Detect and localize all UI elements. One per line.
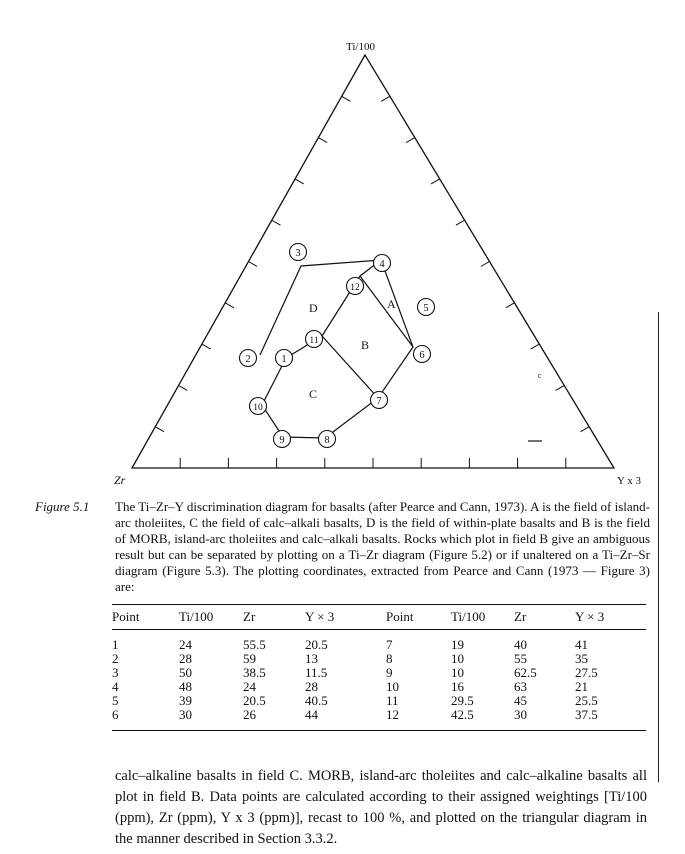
table-cell: 11 <box>386 693 399 708</box>
data-point-label: 10 <box>253 402 263 413</box>
axis-tick <box>249 262 258 267</box>
col-header-point: Point <box>112 605 179 630</box>
table-cell: 41 <box>575 637 588 652</box>
table-row <box>112 630 646 653</box>
data-point-8 <box>319 431 336 448</box>
data-point-label: 8 <box>324 434 330 446</box>
axis-tick <box>406 138 415 143</box>
col-header-y: Y × 3 <box>305 605 386 630</box>
col-header-zr: Zr <box>514 605 575 630</box>
figure-label: Figure 5.1 <box>35 499 90 514</box>
table-cell: 10 <box>386 679 399 694</box>
table-cell: 26 <box>243 707 256 722</box>
table-cell: 59 <box>243 651 256 666</box>
axis-tick <box>342 96 351 101</box>
table-cell: 10 <box>451 651 464 666</box>
apex-label-ti: Ti/100 <box>346 41 375 53</box>
col-header-zr: Zr <box>243 605 305 630</box>
table-cell: 19 <box>451 637 464 652</box>
data-point-4 <box>374 255 391 272</box>
data-point-12 <box>347 278 364 295</box>
axis-tick <box>272 220 281 225</box>
figure-caption <box>35 499 650 595</box>
field-label-b: B <box>361 338 370 352</box>
axis-tick <box>506 303 515 308</box>
data-point-label: 7 <box>376 395 382 407</box>
body-paragraph: calc–alkaline basalts in field C. MORB, island-arc tholeiites and calc–alkaline basalts all plot in field B. Data points are calculated according to their assigned weightings [Ti/100 (ppm), Zr (ppm), Y x 3 (ppm)], recast to 100 %, and plotted on the triangular diagram in the manner described in Section 3.3.2. <box>115 768 647 847</box>
axis-tick <box>155 427 164 432</box>
col-header-y: Y × 3 <box>575 605 646 630</box>
table-cell: 28 <box>305 679 318 694</box>
table-cell: 10 <box>451 665 464 680</box>
data-point-3 <box>290 244 307 261</box>
table-cell: 1 <box>112 637 119 652</box>
table-cell: 16 <box>451 679 464 694</box>
data-point-label: 2 <box>245 353 251 365</box>
table-cell: 30 <box>179 707 192 722</box>
table-cell: 55 <box>514 651 527 666</box>
table-cell: 20.5 <box>243 693 266 708</box>
table-cell: 62.5 <box>514 665 537 680</box>
data-point-10 <box>250 398 267 415</box>
table-cell: 30 <box>514 707 527 722</box>
data-point-6 <box>414 346 431 363</box>
data-point-label: 3 <box>295 247 301 259</box>
data-point-11 <box>306 331 323 348</box>
table-cell: 12 <box>386 707 399 722</box>
axis-tick <box>225 303 234 308</box>
data-point-label: 4 <box>379 258 385 270</box>
table-cell: 38.5 <box>243 665 266 680</box>
table-cell: 39 <box>179 693 192 708</box>
table-cell: 40.5 <box>305 693 328 708</box>
table-cell: 25.5 <box>575 693 598 708</box>
data-points <box>240 244 435 448</box>
table-cell: 48 <box>179 679 192 694</box>
table-cell: 11.5 <box>305 665 328 680</box>
data-point-label: 12 <box>350 282 360 293</box>
table-cell: 9 <box>386 665 393 680</box>
margin-rule <box>658 312 659 782</box>
table-row <box>112 666 646 680</box>
col-header-ti: Ti/100 <box>451 605 514 630</box>
axis-tick <box>318 138 327 143</box>
table-cell: 13 <box>305 651 318 666</box>
table-cell: 20.5 <box>305 637 328 652</box>
table-cell: 24 <box>179 637 192 652</box>
edge-mark: c <box>538 371 542 380</box>
table-cell: 44 <box>305 707 318 722</box>
caption-text: The Ti–Zr–Y discrimination diagram for basalts (after Pearce and Cann, 1973). A is the field of island-arc tholeiites, C the field of calc–alkali basalts, D is the field of within-plate basalts and B is the field of MORB, island-arc tholeiites and calc–alkali basalts. Rocks which plot in field B give an ambiguous result but can be separated by plotting on a Ti–Zr diagram (Figure 5.2) or if unaltered on a Ti–Zr–Sr diagram (Figure 5.3). The plotting coordinates, extracted from Pearce and Cann (1973 — Figure 3) are: <box>115 499 650 594</box>
data-point-5 <box>418 299 435 316</box>
data-point-label: 6 <box>419 349 425 361</box>
data-point-label: 5 <box>423 302 429 314</box>
axis-tick <box>556 385 565 390</box>
apex-label-y: Y x 3 <box>617 475 642 487</box>
col-header-ti: Ti/100 <box>179 605 243 630</box>
table-row <box>112 694 646 708</box>
table-cell: 7 <box>386 637 393 652</box>
table-cell: 21 <box>575 679 588 694</box>
field-boundaries <box>260 260 413 438</box>
table-cell: 50 <box>179 665 192 680</box>
axis-tick <box>580 427 589 432</box>
field-boundary <box>360 276 413 347</box>
table-cell: 35 <box>575 651 588 666</box>
field-boundary <box>260 260 413 438</box>
field-label-a: A <box>387 297 396 311</box>
axis-tick <box>202 344 211 349</box>
data-point-2 <box>240 350 257 367</box>
table-cell: 29.5 <box>451 693 474 708</box>
data-point-label: 1 <box>281 353 287 365</box>
table-cell: 3 <box>112 665 119 680</box>
table-cell: 24 <box>243 679 256 694</box>
table-cell: 8 <box>386 651 393 666</box>
field-label-d: D <box>309 301 318 315</box>
table-cell: 63 <box>514 679 527 694</box>
table-header-row <box>112 605 646 630</box>
axis-tick <box>431 179 440 184</box>
data-point-label: 9 <box>279 434 285 446</box>
table-cell: 40 <box>514 637 527 652</box>
field-label-c: C <box>309 387 318 401</box>
axis-ticks <box>155 96 589 468</box>
table-cell: 42.5 <box>451 707 474 722</box>
data-point-1 <box>276 350 293 367</box>
axis-tick <box>295 179 304 184</box>
table-row <box>112 708 646 731</box>
table-cell: 28 <box>179 651 192 666</box>
table-cell: 55.5 <box>243 637 266 652</box>
table-cell: 27.5 <box>575 665 598 680</box>
table-cell: 37.5 <box>575 707 598 722</box>
table-cell: 4 <box>112 679 119 694</box>
table-cell: 45 <box>514 693 527 708</box>
table-cell: 6 <box>112 707 119 722</box>
axis-tick <box>381 96 390 101</box>
data-point-label: 11 <box>309 335 319 346</box>
data-point-9 <box>274 431 291 448</box>
col-header-point: Point <box>386 605 451 630</box>
axis-tick <box>456 220 465 225</box>
data-point-7 <box>371 392 388 409</box>
table-cell: 2 <box>112 651 119 666</box>
table-row <box>112 652 646 666</box>
table-body <box>112 630 646 731</box>
coordinates-table <box>112 604 646 731</box>
axis-tick <box>481 262 490 267</box>
field-boundary <box>322 336 378 398</box>
apex-label-zr: Zr <box>114 473 126 487</box>
table-row <box>112 680 646 694</box>
table-cell: 5 <box>112 693 119 708</box>
axis-tick <box>179 385 188 390</box>
axis-tick <box>531 344 540 349</box>
